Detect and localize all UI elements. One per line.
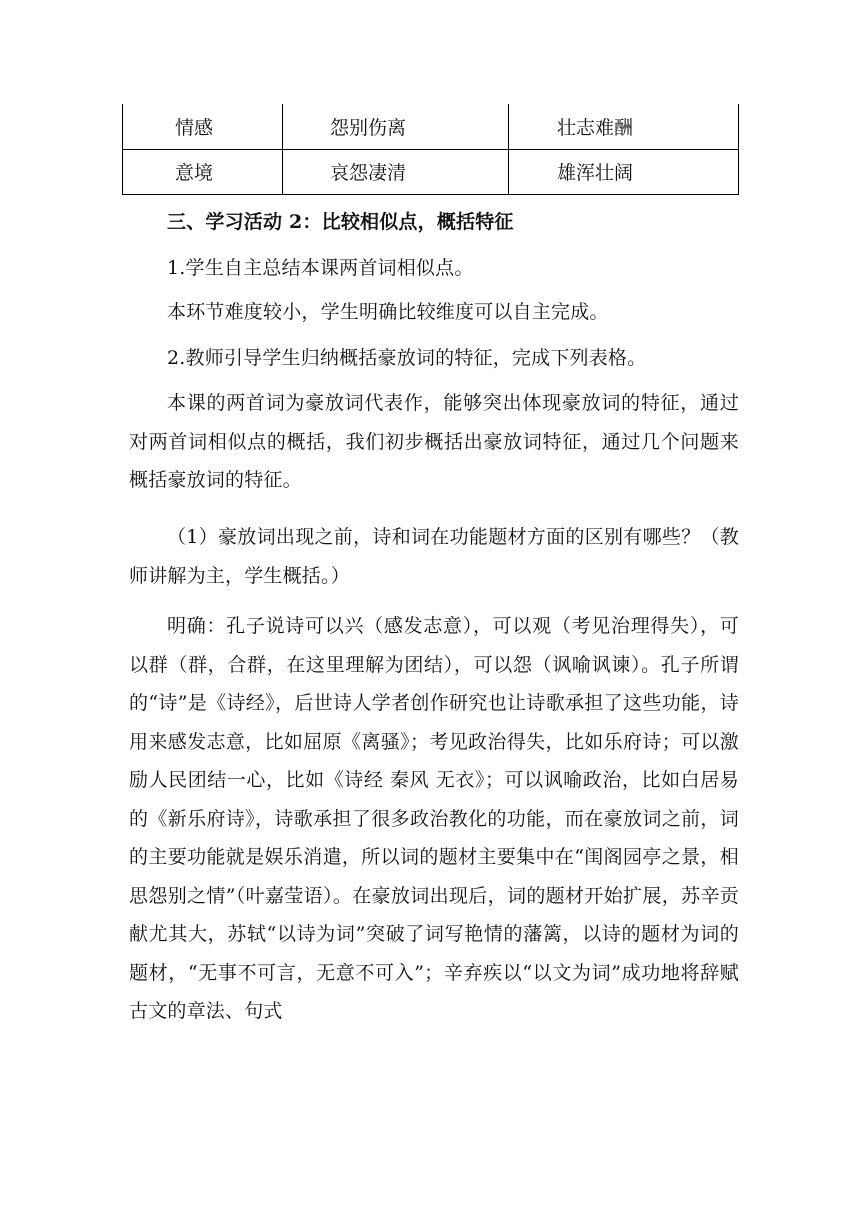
intro-paragraph: 本课的两首词为豪放词代表作，能够突出体现豪放词的特征，通过对两首词相似点的概括，我们初步概括出豪放词特征，通过几个问题来概括豪放词的特征。: [129, 392, 739, 491]
question-1: （1）豪放词出现之前，诗和词在功能题材方面的区别有哪些？（教师讲解为主，学生概括。）: [129, 526, 739, 587]
table-cell: 雄浑壮阔: [509, 149, 739, 194]
comparison-table: [122, 104, 739, 195]
table-cell: 哀怨凄清: [283, 149, 509, 194]
table-cell: 壮志难酬: [509, 104, 739, 149]
answer-paragraph: 明确：孔子说诗可以兴（感发志意），可以观（考见治理得失），可以群（群，合群，在这里理解为团结），可以怨（讽喻讽谏）。孔子所谓的“诗”是《诗经》，后世诗人学者创作研究也让诗歌承担了这些功能，诗用来感发志意，比如屈原《离骚》；考见政治得失，比如乐府诗；可以激励人民团结一心，比如《诗经 秦风 无衣》；可以讽喻政治，比如白居易的《新乐府诗》，诗歌承担了很多政治教化的功能，而在豪放词之前，词的主要功能就是娱乐消遣，所以词的题材主要集中在“闺阁园亭之景，相思怨别之情”（叶嘉莹语）。在豪放词出现后，词的题材开始扩展，苏辛贡献尤其大，苏轼“以诗为词”突破了词写艳情的藩篱，以诗的题材为词的题材，“无事不可言，无意不可入”；辛弃疾以“以文为词”成功地将辞赋古文的章法、句式: [129, 615, 739, 1022]
item-2: 2.教师引导学生归纳概括豪放词的特征，完成下列表格。: [167, 347, 647, 369]
section-heading: 三、学习活动 2：比较相似点，概括特征: [167, 211, 514, 233]
table-row: [123, 104, 739, 149]
item-1: 1.学生自主总结本课两首词相似点。: [167, 257, 474, 279]
table-cell: 怨别伤离: [283, 104, 509, 149]
item-1-note: 本环节难度较小，学生明确比较维度可以自主完成。: [167, 301, 609, 323]
table-row: [123, 149, 739, 194]
table-cell-label: 意境: [123, 149, 283, 194]
table-cell-label: 情感: [123, 104, 283, 149]
